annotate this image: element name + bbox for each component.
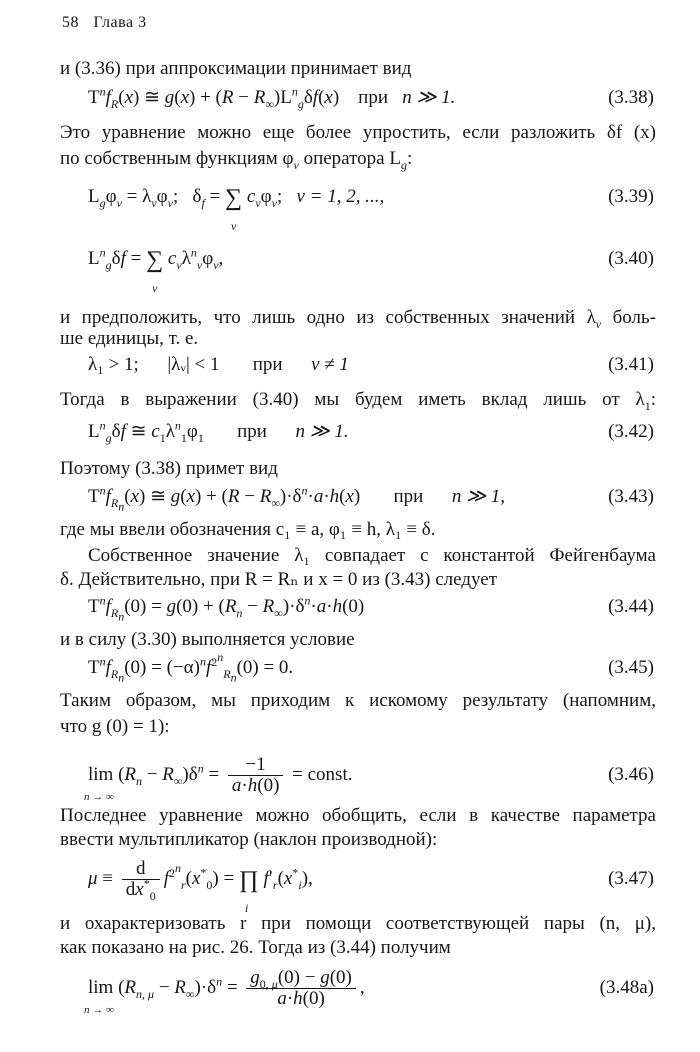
equation-3-41 — [0, 350, 700, 380]
chapter-title: Глава 3 — [93, 14, 147, 31]
paragraph-line: δ. Действительно, при R = Rₙ и x = 0 из (3.43) следует — [60, 569, 497, 590]
equation-number: (3.46) — [608, 764, 654, 785]
equation-3-40 — [0, 244, 700, 295]
paragraph-line: Таким образом, мы приходим к искомому результату (напомним, — [60, 690, 656, 711]
equation-3-39 — [0, 182, 700, 233]
paragraph-line: по собственным функциям $\varphi_\nu$ оператора $L_g$: — [60, 148, 413, 172]
paragraph-line: Собственное значение λ₁ совпадает с константой Фейгенбаума — [88, 545, 656, 566]
equation-3-43 — [0, 482, 700, 512]
equation-number: (3.38) — [608, 87, 654, 108]
formula: lim n → ∞ $(R_n - R_\infty)\delta^n$ = $\frac{-1}{a\cdot h(0)}$ = const. — [84, 754, 353, 803]
equation-3-38 — [0, 83, 700, 113]
formula: $T^nf_R(x)$ ≅ $g(x) + (R - R_\infty)L^n_g\delta f(x)$ при n ≫ 1. — [88, 84, 456, 111]
paragraph-line: Это уравнение можно еще более упростить, если разложить δf (x) — [60, 122, 656, 143]
paragraph-line: Тогда в выражении (3.40) мы будем иметь вклад лишь от $\lambda_1$: — [60, 389, 656, 413]
formula: lim n → ∞ $(R_{n, \mu} - R_\infty)\cdot\delta^n$ = $\frac{g_{0, \mu}(0) - g(0)}{a\cdot h(0)}$ , — [84, 967, 365, 1016]
equation-3-46 — [0, 752, 700, 803]
equation-number: (3.47) — [608, 868, 654, 889]
paragraph-line: и предположить, что лишь одно из собственных значений $\lambda_\nu$ боль- — [60, 307, 656, 331]
formula: $L^n_g\delta f$ ≅ $c_1\lambda^n_1\varphi_1$ при n ≫ 1. — [88, 418, 349, 445]
equation-3-42 — [0, 417, 700, 447]
paragraph-line: где мы ввели обозначения c₁ ≡ a, φ₁ ≡ h, λ₁ ≡ δ. — [60, 519, 436, 540]
paragraph-line: и (3.36) при аппроксимации принимает вид — [60, 58, 412, 79]
equation-number: (3.41) — [608, 354, 654, 375]
paragraph-line: и охарактеризовать r при помощи соответствующей пары (n, μ), — [60, 913, 656, 934]
equation-3-44 — [0, 592, 700, 622]
paragraph-line: Поэтому (3.38) примет вид — [60, 458, 278, 479]
formula: $L_g\varphi_\nu = \lambda_\nu\varphi_\nu$; $\delta_f$ = ∑ ν $c_\nu\varphi_\nu$; ν = 1, 2, ..., — [88, 185, 385, 233]
equation-number: (3.43) — [608, 486, 654, 507]
paragraph-line: Последнее уравнение можно обобщить, если в качестве параметра — [60, 805, 656, 826]
equation-3-48a — [0, 965, 700, 1016]
paragraph-line: что g (0) = 1): — [60, 716, 170, 737]
equation-number: (3.40) — [608, 248, 654, 269]
formula: $T^nf_{R_n}(0) = (-\alpha)^nf^{2^n}_{R_n}(0) = 0$. — [88, 649, 294, 685]
equation-3-45 — [0, 649, 700, 685]
paragraph-line: как показано на рис. 26. Тогда из (3.44) получим — [60, 937, 451, 958]
equation-number: (3.44) — [608, 596, 654, 617]
paragraph-line: и в силу (3.30) выполняется условие — [60, 629, 355, 650]
formula: $L^n_g\delta f$ = ∑ ν $c_\nu\lambda^n_\nu\varphi_\nu$, — [88, 245, 224, 295]
equation-number: (3.45) — [608, 657, 654, 678]
page-number: 58 — [62, 14, 79, 31]
formula: $T^nf_{R_n}(0) = g(0) + (R_n - R_\infty)\cdot\delta^n\cdot a\cdot h(0)$ — [88, 593, 365, 624]
equation-number: (3.39) — [608, 186, 654, 207]
equation-number: (3.42) — [608, 421, 654, 442]
paragraph-line: ввести мультипликатор (наклон производной): — [60, 829, 438, 850]
formula: λ₁ > 1; |λᵥ| < 1 при ν ≠ 1 — [88, 354, 349, 375]
formula: μ ≡ $\frac{d}{dx^*_0}$ $f^{2^n}_r(x^*_0)$ = ∏ i $f'_r(x^*_i)$, — [88, 858, 313, 915]
formula: $T^nf_{R_n}(x)$ ≅ $g(x) + (R - R_\infty)\cdot\delta^n\cdot a\cdot h(x)$ при n ≫ 1, — [88, 483, 505, 514]
running-header — [62, 14, 147, 32]
paragraph-line: ше единицы, т. е. — [60, 328, 199, 349]
equation-3-47 — [0, 856, 700, 915]
equation-number: (3.48a) — [599, 977, 654, 998]
